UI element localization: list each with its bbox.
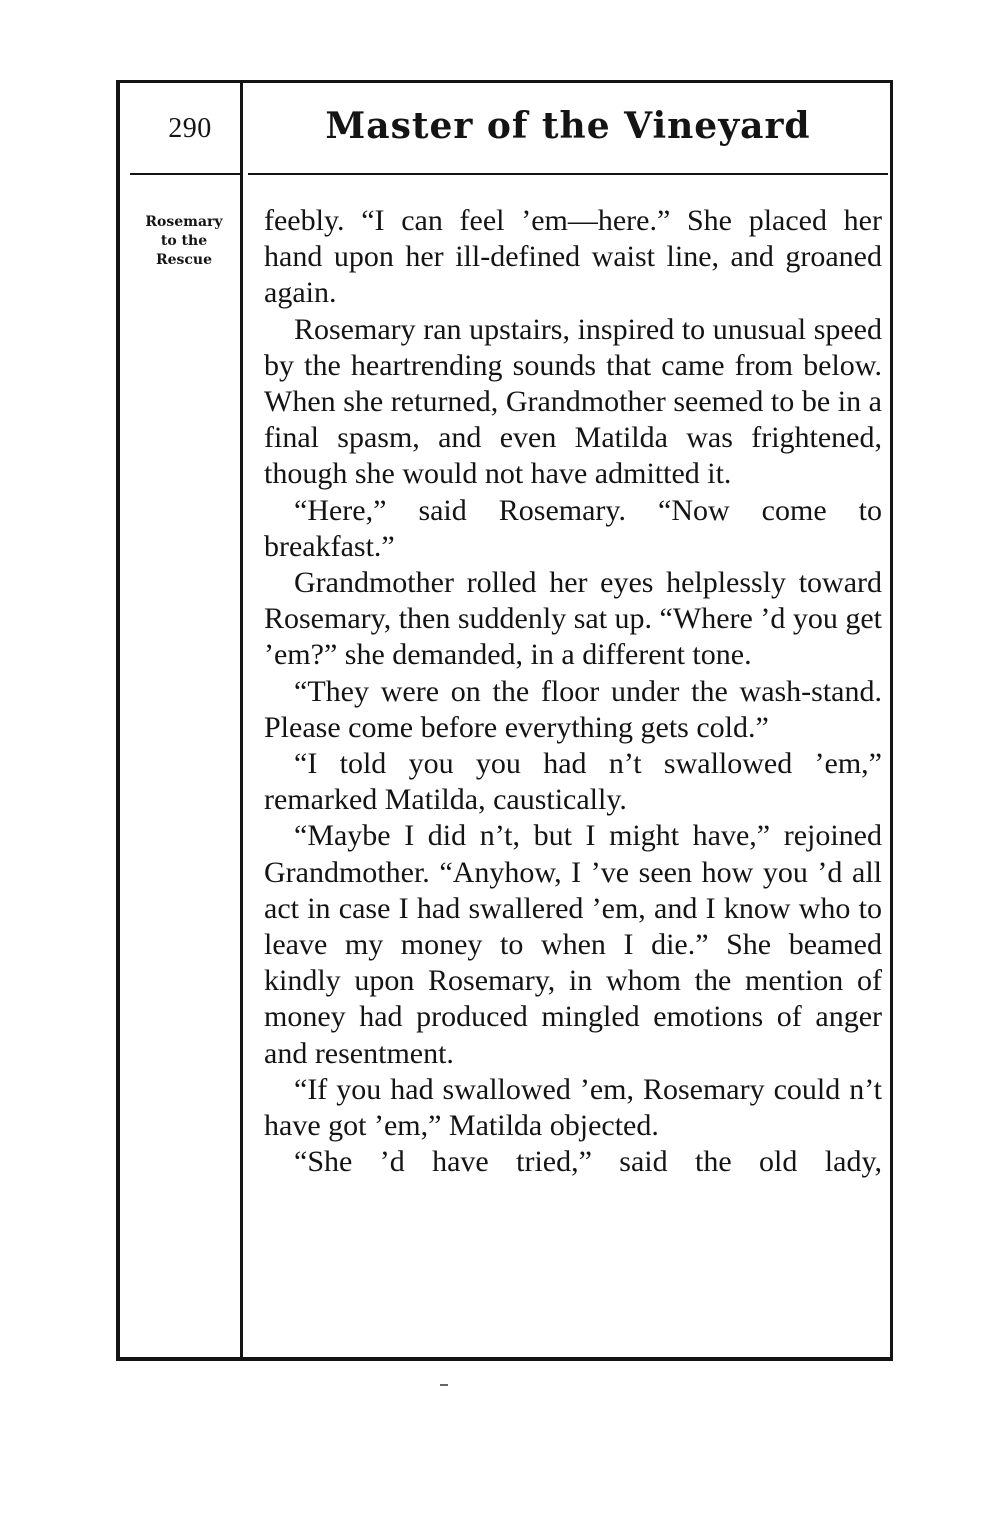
sidenote-line: Rosemary (145, 214, 223, 230)
margin-sidenote (128, 213, 240, 270)
page-frame (116, 80, 893, 1361)
paragraph: feebly. “I can feel ’em—here.” She placed her hand upon her ill-defined waist line, and groaned again. (264, 204, 882, 310)
paragraph: Grandmother rolled her eyes helplessly toward Rosemary, then suddenly sat up. “Where ’d you get ’em?” she demanded, in a different tone. (264, 566, 882, 672)
column-divider (240, 83, 243, 1357)
header-rule-left (130, 173, 240, 175)
header-rule-right (248, 173, 888, 175)
paragraph: “If you had swallowed ’em, Rosemary could n’t have got ’em,” Matilda objected. (264, 1072, 882, 1143)
paragraph: “They were on the floor under the wash-stand. Please come before everything gets cold.” (264, 674, 882, 744)
paragraph: Rosemary ran upstairs, inspired to unusual speed by the heartrending sounds that came from below. When she returned, Grandmother seemed to be in a final spasm, and even Matilda was frightened, though she would not have admitted it. (264, 312, 882, 491)
paragraph: “She ’d have tried,” said the old lady, (294, 1145, 882, 1179)
paragraph: “Here,” said Rosemary. “Now come to breakfast.” (264, 493, 882, 563)
body-text (264, 203, 882, 1180)
sidenote-line: Rescue (155, 252, 213, 268)
print-speck (440, 1384, 448, 1386)
sidenote-line: to the (160, 233, 208, 249)
paragraph: “Maybe I did n’t, but I might have,” rejoined Grandmother. “Anyhow, I ’ve seen how you ’d all act in case I had swallered ’em, and I know who to leave my money to when I die.” She beamed kindly upon Rosemary, in whom the mention of money had produced mingled emotions of anger and resentment. (264, 819, 882, 1070)
running-title: Master of the Vineyard (325, 105, 811, 147)
page-number: 290 (168, 113, 212, 144)
paragraph: “I told you you had n’t swallowed ’em,” remarked Matilda, caustically. (264, 747, 882, 817)
